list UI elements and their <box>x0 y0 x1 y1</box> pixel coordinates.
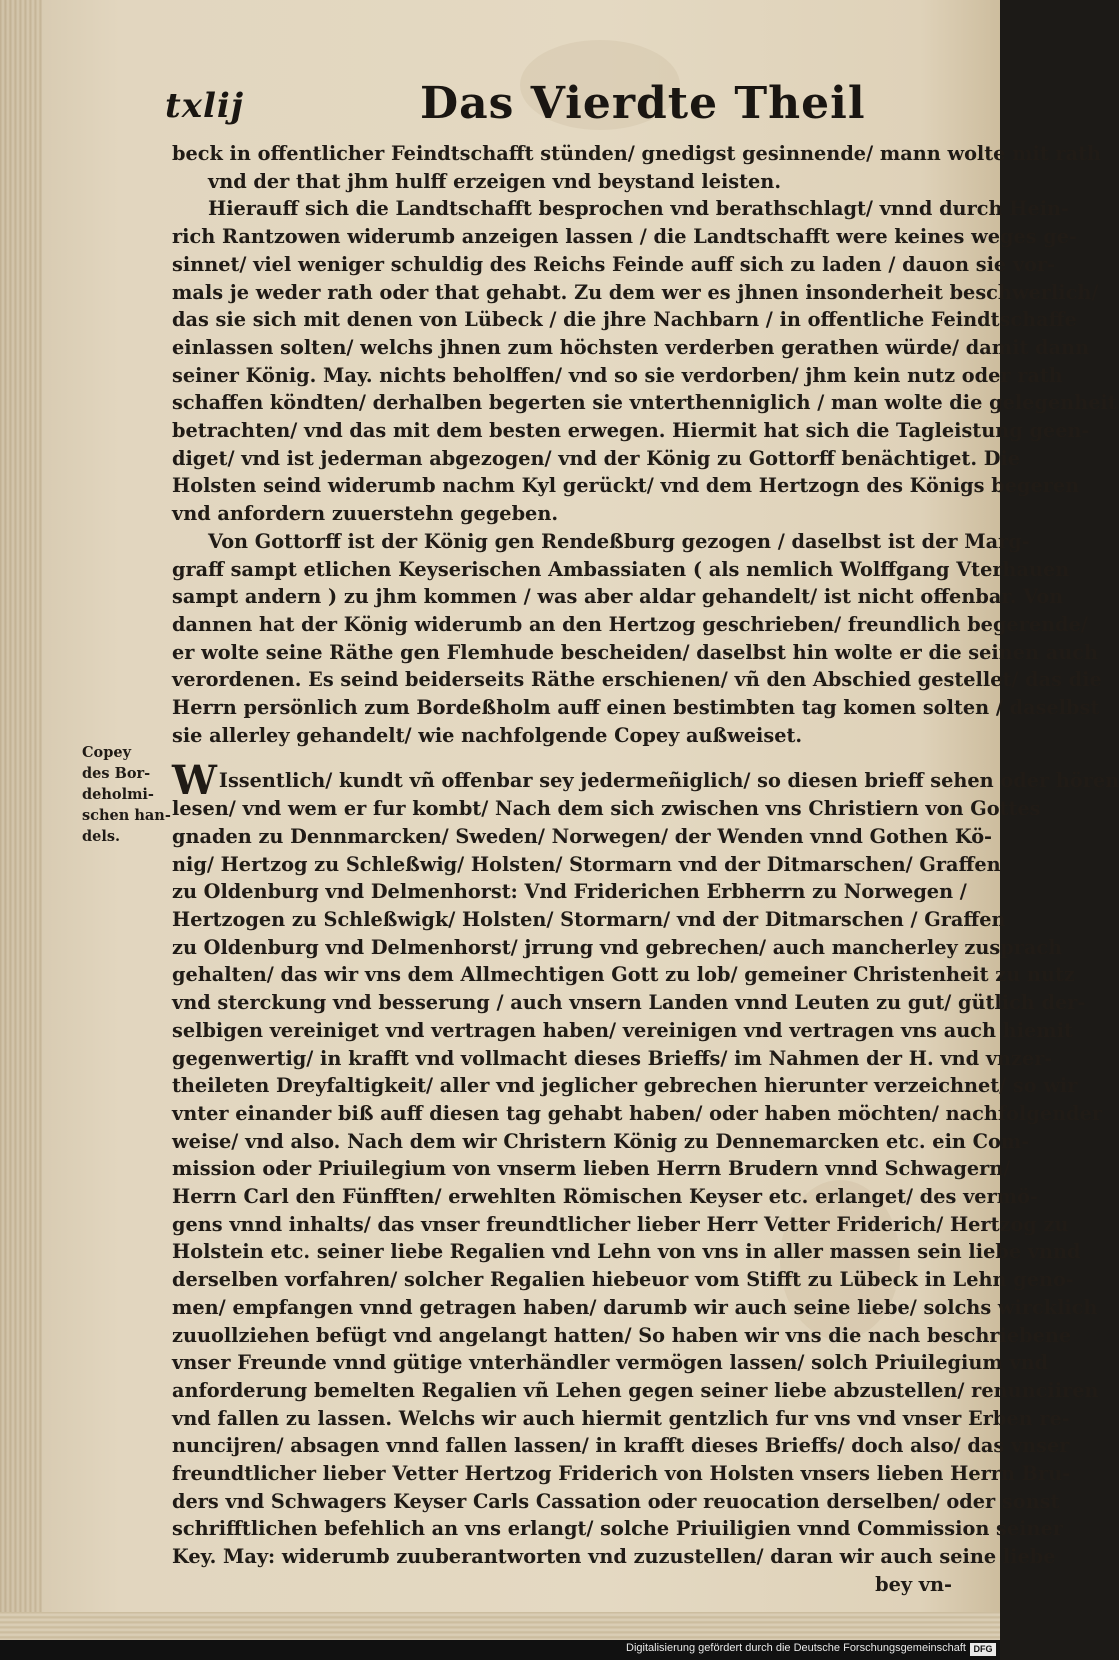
body-text <box>172 140 1119 1599</box>
text-line: mals je weder rath oder that gehabt. Zu dem wer es jhnen insonderheit beschwerlich/ <box>172 280 1099 304</box>
text-line: einlassen solten/ welchs jhnen zum höchsten verderben gerathen würde/ damit dann <box>172 335 1090 359</box>
text-line: anforderung bemelten Regalien vñ Lehen gegen seiner liebe abzustellen/ renunciiren <box>172 1378 1099 1402</box>
text-line: sinnet/ viel weniger schuldig des Reichs Feinde auff sich zu laden / dauon sie vor- <box>172 252 1056 276</box>
drop-cap: W <box>172 757 217 805</box>
text-line: vnd sterckung vnd besserung / auch vnsern Landen vnnd Leuten zu gut/ gütlich der- <box>172 991 1086 1015</box>
marginal-note-line: schen han- <box>82 807 171 824</box>
text-line: zu Oldenburg vnd Delmenhorst/ jrrung vnd gebrechen/ auch mancherley zusprach <box>172 935 1063 959</box>
text-line: schaffen köndten/ derhalben begerten sie vnterthenniglich / man wolte die gelegenheit <box>172 391 1117 415</box>
text-line: mission oder Priuilegium von vnserm lieben Herrn Brudern vnnd Schwagern/ <box>172 1157 1011 1181</box>
text-line: graff sampt etlichen Keyserischen Ambassiaten ( als nemlich Wolffgang Vterhauen <box>172 557 1070 581</box>
marginal-note-line: dels. <box>82 828 121 845</box>
text-line: vnd der that jhm hulff erzeigen vnd beystand leisten. <box>208 169 782 193</box>
text-line: vnter einander biß auff diesen tag gehabt haben/ oder haben möchten/ nachfolgender <box>172 1101 1103 1125</box>
text-line: er wolte seine Räthe gen Flemhude bescheiden/ daselbst hin wolte er die seinen auch <box>172 640 1099 664</box>
page-header <box>165 78 945 138</box>
text-line: schrifftlichen befehlich an vns erlangt/ solche Priuiligien vnnd Commission seiner <box>172 1517 1063 1541</box>
text-line: selbigen vereiniget vnd vertragen haben/ vereinigen vnd vertragen vns auch hiemit <box>172 1018 1073 1042</box>
text-line: freundtlicher lieber Vetter Hertzog Friderich von Holsten vnsers lieben Herrn Bru- <box>172 1462 1071 1486</box>
footer-bar <box>0 1640 1000 1660</box>
text-line: Hertzogen zu Schleßwigk/ Holsten/ Stormarn/ vnd der Ditmarschen / Graffen <box>172 907 1006 931</box>
text-line: Herrn Carl den Fünfften/ erwehlten Römischen Keyser etc. erlanget/ des vermö- <box>172 1185 1038 1209</box>
text-line: lesen/ vnd wem er fur kombt/ Nach dem sich zwischen vns Christiern von Gottes <box>172 797 1041 821</box>
text-line: derselben vorfahren/ solcher Regalien hiebeuor vom Stifft zu Lübeck in Lehn geno- <box>172 1268 1074 1292</box>
text-line: verordenen. Es seind beiderseits Räthe erschienen/ vñ den Abschied gestellet/ das die <box>172 668 1102 692</box>
text-line: vnd fallen zu lassen. Welchs wir auch hiermit gentzlich fur vns vnd vnser Erben re- <box>172 1406 1070 1430</box>
text-line: betrachten/ vnd das mit dem besten erwegen. Hiermit hat sich die Tagleistung geen- <box>172 419 1090 443</box>
text-line: Key. May: widerumb zuuberantworten vnd zuzustellen/ daran wir auch seine liebe <box>172 1545 1056 1569</box>
marginal-note-line: Copey <box>82 744 132 761</box>
marginal-note-line: des Bor- <box>82 765 151 782</box>
document-copy <box>172 757 1119 1598</box>
text-line: gens vnnd inhalts/ das vnser freundtlicher lieber Herr Vetter Friderich/ Hertzog zu <box>172 1212 1069 1236</box>
dfg-logo: DFG <box>970 1643 996 1656</box>
text-line: zuuollziehen befügt vnd angelangt hatten/ So haben wir vns die nach beschriebene <box>172 1323 1072 1347</box>
page-edge-left <box>0 0 42 1640</box>
marginal-note <box>82 742 171 847</box>
text-line: beck in offentlicher Feindtschafft stünden/ gnedigst gesinnende/ mann wolte mit rath <box>172 142 1102 165</box>
text-line: theileten Dreyfaltigkeit/ aller vnd jeglicher gebrechen hierunter verzeichnet/ so wir <box>172 1074 1078 1098</box>
running-title: Das Vierdte Theil <box>420 78 866 129</box>
text-line: dannen hat der König widerumb an den Hertzog geschrieben/ freundlich begerende/ <box>172 612 1088 636</box>
text-line: Von Gottorff ist der König gen Rendeßburg gezogen / daselbst ist der Marg- <box>208 529 1030 553</box>
text-line: nuncijren/ absagen vnnd fallen lassen/ in krafft dieses Brieffs/ doch also/ das vnser <box>172 1434 1070 1458</box>
text-line: vnser Freunde vnnd gütige vnterhändler vermögen lassen/ solch Priuilegium vnd <box>172 1351 1049 1375</box>
page-edge-bottom <box>0 1612 1000 1640</box>
text-line: nig/ Hertzog zu Schleßwig/ Holsten/ Stormarn vnd der Ditmarschen/ Graffen <box>172 852 1001 876</box>
paragraph-3 <box>172 528 1102 750</box>
text-line: gehalten/ das wir vns dem Allmechtigen Gott zu lob/ gemeiner Christenheit zu nutz <box>172 963 1075 987</box>
text-line: W Issentlich/ kundt vñ offenbar sey jedermeñiglich/ so diesen brieff sehen oder hören <box>172 757 1119 805</box>
text-line: vnd anfordern zuuerstehn gegeben. <box>172 502 559 526</box>
paragraph-1 <box>172 140 1102 195</box>
text-line: ders vnd Schwagers Keyser Carls Cassation oder reuocation derselben/ oder sonst <box>172 1489 1060 1513</box>
catchword: bey vn- <box>875 1572 952 1596</box>
text-line: weise/ vnd also. Nach dem wir Christern König zu Dennemarcken etc. ein Com- <box>172 1129 1030 1153</box>
text-line: gnaden zu Dennmarcken/ Sweden/ Norwegen/ der Wenden vnnd Gothen Kö- <box>172 824 993 848</box>
marginal-note-line: deholmi- <box>82 786 154 803</box>
text-line: Herrn persönlich zum Bordeßholm auff einen bestimbten tag komen solten / daselbst <box>172 696 1100 720</box>
text-line: diget/ vnd ist jederman abgezogen/ vnd der König zu Gottorff benächtiget. Die <box>172 446 1021 470</box>
text-line: gegenwertig/ in krafft vnd vollmacht dieses Brieffs/ im Nahmen der H. vnd vnzer- <box>172 1046 1053 1070</box>
text-line: rich Rantzowen widerumb anzeigen lassen / die Landtschafft were keines weges ge- <box>172 225 1078 249</box>
text-line: sie allerley gehandelt/ wie nachfolgende Copey außweiset. <box>172 723 803 747</box>
text-line: seiner König. May. nichts beholffen/ vnd so sie verdorben/ jhm kein nutz oder rath <box>172 363 1063 387</box>
text-line: Holsten seind widerumb nachm Kyl gerückt/ vnd dem Hertzogn des Königs begeren <box>172 474 1080 498</box>
text-line: sampt andern ) zu jhm kommen / was aber aldar gehandelt/ ist nicht offenbar. Von <box>172 585 1064 609</box>
text-line: zu Oldenburg vnd Delmenhorst: Vnd Friderichen Erbherrn zu Norwegen / <box>172 880 967 904</box>
text-line: men/ empfangen vnnd getragen haben/ darumb wir auch seine liebe/ solchs wircklich <box>172 1295 1098 1319</box>
text-line: das sie sich mit denen von Lübeck / die jhre Nachbarn / in offentliche Feindtschaffe <box>172 308 1077 332</box>
paragraph-2 <box>172 195 1117 527</box>
text-line: Hierauff sich die Landtschafft besprochen vnd berathschlagt/ vnnd durch Hein- <box>208 197 1070 221</box>
folio-number: txlij <box>165 86 245 126</box>
text-line: Holstein etc. seiner liebe Regalien vnd Lehn von vns in aller massen sein liebe vnnd <box>172 1240 1081 1264</box>
funding-credit: Digitalisierung gefördert durch die Deutsche Forschungsgemeinschaft <box>626 1642 966 1654</box>
